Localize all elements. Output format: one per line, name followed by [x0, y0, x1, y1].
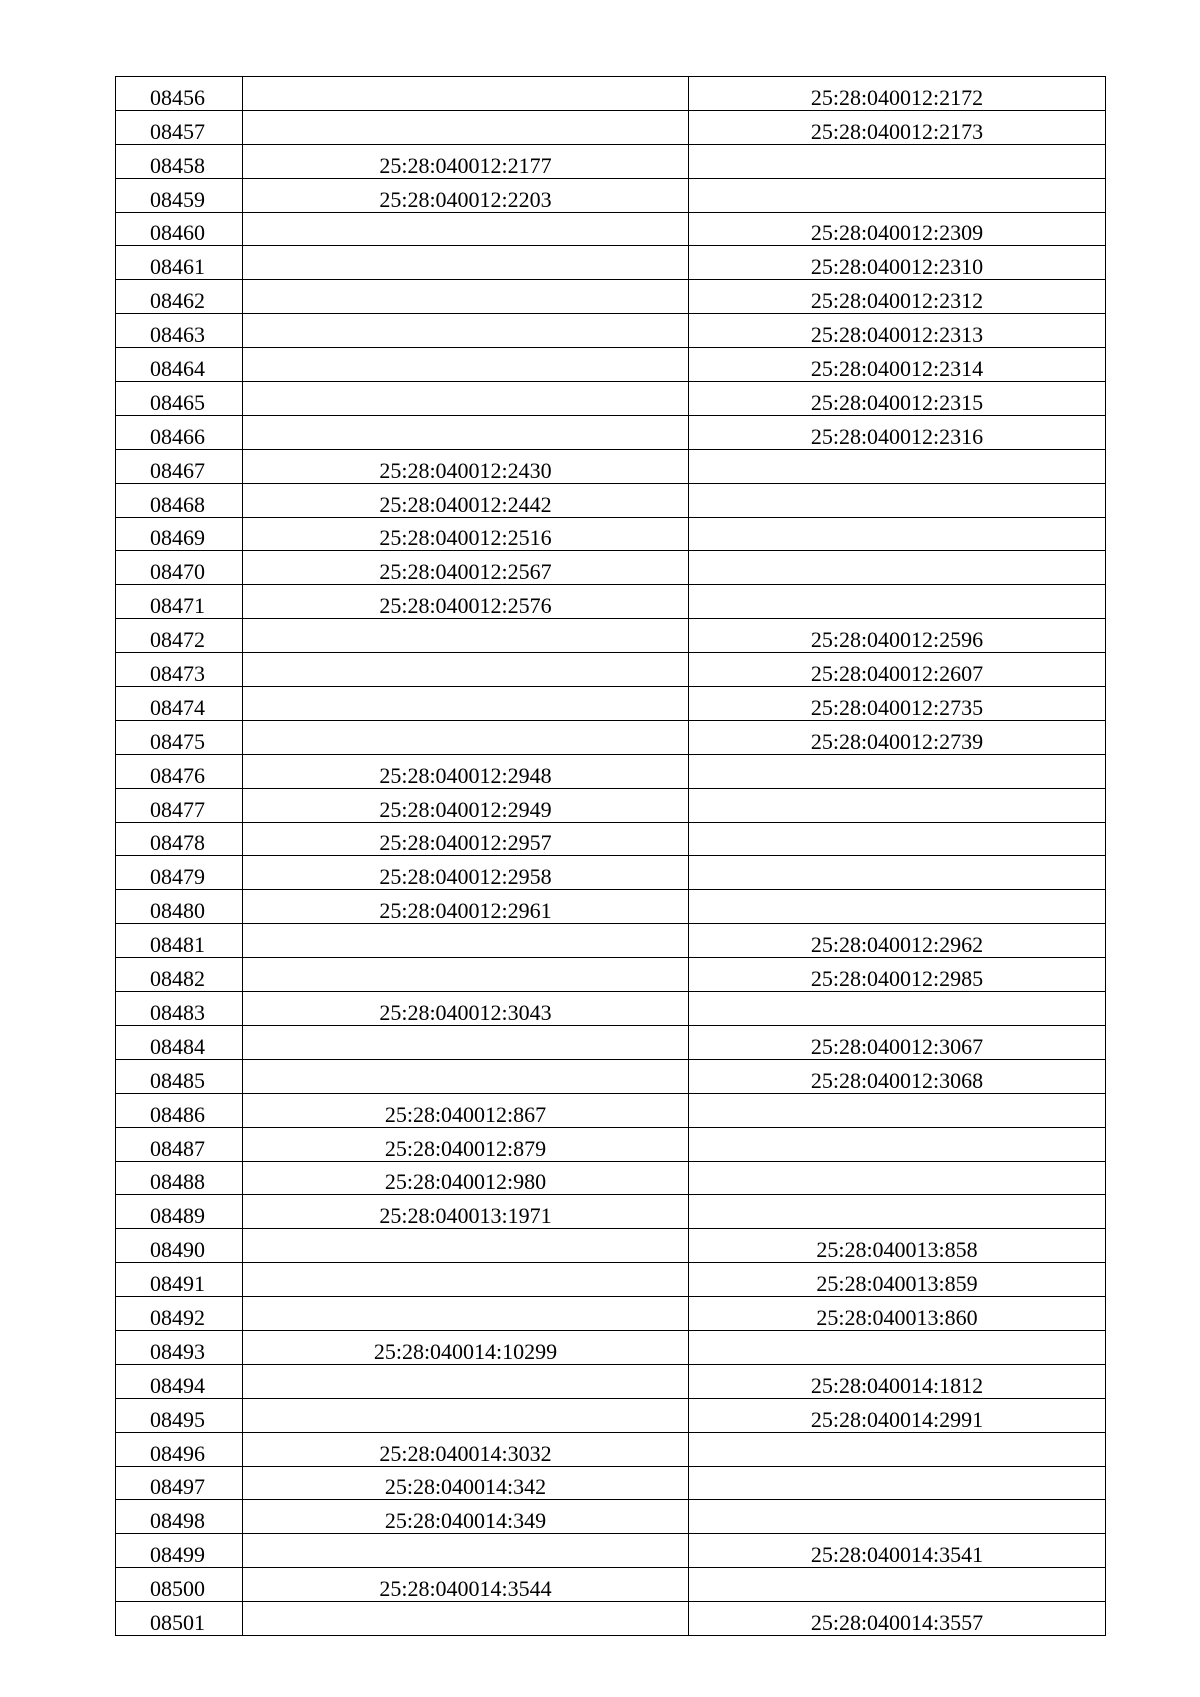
table-row — [116, 212, 1106, 246]
cadastral-number-cell-col1 — [243, 1093, 689, 1127]
cadastral-number-cell-col1 — [243, 246, 689, 280]
cadastral-number-cell-col1 — [243, 1398, 689, 1432]
row-number-cell — [116, 382, 243, 416]
row-number-cell — [116, 687, 243, 721]
cadastral-number-cell-col1 — [243, 212, 689, 246]
cadastral-number-cell-col1-text: 25:28:040012:2948 — [379, 762, 552, 788]
table-row — [116, 483, 1106, 517]
cadastral-number-cell-col1-text: 25:28:040012:867 — [384, 1101, 547, 1127]
cadastral-number-cell-col2 — [689, 992, 1106, 1026]
row-number-cell — [116, 415, 243, 449]
table-row — [116, 720, 1106, 754]
row-number-cell-text: 08485 — [150, 1067, 205, 1093]
row-number-cell — [116, 653, 243, 687]
row-number-cell-text: 08490 — [150, 1237, 205, 1263]
cadastral-number-cell-col2 — [689, 212, 1106, 246]
cadastral-number-cell-col1 — [243, 483, 689, 517]
cadastral-number-cell-col2-text: 25:28:040012:2310 — [810, 254, 984, 280]
cadastral-number-cell-col1 — [243, 551, 689, 585]
row-number-cell-text: 08468 — [150, 491, 205, 517]
row-number-cell-text: 08491 — [150, 1271, 205, 1297]
cadastral-number-cell-col2-text: 25:28:040014:3541 — [810, 1542, 984, 1568]
row-number-cell — [116, 212, 243, 246]
row-number-cell — [116, 720, 243, 754]
cadastral-number-cell-col1 — [243, 449, 689, 483]
table-row — [116, 449, 1106, 483]
cadastral-number-cell-col1 — [243, 415, 689, 449]
row-number-cell — [116, 1500, 243, 1534]
cadastral-number-cell-col1-text: 25:28:040012:3043 — [379, 999, 552, 1025]
cadastral-number-cell-col2 — [689, 1398, 1106, 1432]
table-row — [116, 1161, 1106, 1195]
cadastral-number-cell-col2 — [689, 1263, 1106, 1297]
cadastral-number-cell-col1 — [243, 992, 689, 1026]
row-number-cell-text: 08497 — [150, 1474, 205, 1500]
row-number-cell-text: 08481 — [150, 932, 205, 958]
row-number-cell-text: 08466 — [150, 423, 205, 449]
row-number-cell — [116, 483, 243, 517]
cadastral-number-cell-col2-text: 25:28:040012:2962 — [810, 932, 984, 958]
row-number-cell — [116, 1602, 243, 1636]
row-number-cell — [116, 822, 243, 856]
row-number-cell — [116, 754, 243, 788]
table-row — [116, 1466, 1106, 1500]
cadastral-number-cell-col2-text: 25:28:040013:860 — [816, 1304, 978, 1330]
table-row — [116, 1025, 1106, 1059]
cadastral-number-cell-col2 — [689, 856, 1106, 890]
table-row — [116, 1432, 1106, 1466]
row-number-cell — [116, 517, 243, 551]
row-number-cell-text: 08489 — [150, 1203, 205, 1229]
cadastral-number-cell-col2 — [689, 1297, 1106, 1331]
row-number-cell — [116, 958, 243, 992]
row-number-cell-text: 08488 — [150, 1169, 205, 1195]
cadastral-number-cell-col1 — [243, 1263, 689, 1297]
cadastral-number-cell-col1 — [243, 822, 689, 856]
cadastral-number-cell-col1-text: 25:28:040012:2203 — [379, 186, 552, 212]
cadastral-number-cell-col1 — [243, 1330, 689, 1364]
table-row — [116, 958, 1106, 992]
cadastral-number-cell-col1-text: 25:28:040012:2576 — [379, 593, 552, 619]
cadastral-number-cell-col1 — [243, 178, 689, 212]
row-number-cell-text: 08499 — [150, 1542, 205, 1568]
table-row — [116, 1330, 1106, 1364]
cadastral-number-cell-col1-text: 25:28:040014:3032 — [379, 1440, 552, 1466]
row-number-cell-text: 08496 — [150, 1440, 205, 1466]
table-row — [116, 551, 1106, 585]
row-number-cell-text: 08476 — [150, 762, 205, 788]
row-number-cell-text: 08465 — [150, 389, 205, 415]
row-number-cell-text: 08483 — [150, 999, 205, 1025]
cadastral-number-cell-col1 — [243, 1297, 689, 1331]
table-row — [116, 415, 1106, 449]
table-row — [116, 348, 1106, 382]
table-row — [116, 890, 1106, 924]
row-number-cell — [116, 1161, 243, 1195]
table-row — [116, 110, 1106, 144]
cadastral-number-cell-col1 — [243, 856, 689, 890]
table-row — [116, 1297, 1106, 1331]
cadastral-number-cell-col1 — [243, 585, 689, 619]
cadastral-number-cell-col2 — [689, 415, 1106, 449]
row-number-cell-text: 08459 — [150, 186, 205, 212]
cadastral-number-cell-col1-text: 25:28:040012:2949 — [379, 796, 552, 822]
cadastral-number-cell-col1 — [243, 1500, 689, 1534]
cadastral-number-cell-col1 — [243, 1025, 689, 1059]
row-number-cell-text: 08493 — [150, 1338, 205, 1364]
row-number-cell — [116, 619, 243, 653]
row-number-cell — [116, 1127, 243, 1161]
row-number-cell-text: 08460 — [150, 220, 205, 246]
cadastral-number-cell-col1-text: 25:28:040012:2430 — [379, 457, 552, 483]
cadastral-number-cell-col2 — [689, 348, 1106, 382]
row-number-cell-text: 08457 — [150, 118, 205, 144]
cadastral-number-cell-col2 — [689, 246, 1106, 280]
row-number-cell — [116, 348, 243, 382]
cadastral-number-cell-col2-text: 25:28:040012:2735 — [810, 694, 984, 720]
cadastral-number-cell-col2 — [689, 1093, 1106, 1127]
cadastral-number-cell-col1 — [243, 687, 689, 721]
row-number-cell-text: 08486 — [150, 1101, 205, 1127]
cadastral-number-cell-col2 — [689, 449, 1106, 483]
row-number-cell — [116, 280, 243, 314]
row-number-cell — [116, 890, 243, 924]
cadastral-number-cell-col1 — [243, 1364, 689, 1398]
cadastral-number-cell-col2 — [689, 890, 1106, 924]
cadastral-number-cell-col2-text: 25:28:040012:2596 — [810, 627, 984, 653]
cadastral-number-cell-col2-text: 25:28:040013:859 — [816, 1271, 978, 1297]
cadastral-number-cell-col1-text: 25:28:040012:2567 — [379, 559, 552, 585]
cadastral-number-cell-col2 — [689, 720, 1106, 754]
table-row — [116, 1059, 1106, 1093]
row-number-cell — [116, 1059, 243, 1093]
cadastral-number-cell-col1 — [243, 280, 689, 314]
table-row — [116, 856, 1106, 890]
cadastral-number-cell-col1 — [243, 1602, 689, 1636]
row-number-cell-text: 08474 — [150, 694, 205, 720]
table-row — [116, 1263, 1106, 1297]
cadastral-number-cell-col2 — [689, 1568, 1106, 1602]
row-number-cell — [116, 1466, 243, 1500]
cadastral-number-cell-col2 — [689, 1127, 1106, 1161]
cadastral-number-cell-col2 — [689, 619, 1106, 653]
cadastral-number-cell-col1 — [243, 754, 689, 788]
cadastral-number-cell-col1 — [243, 924, 689, 958]
cadastral-number-cell-col2-text: 25:28:040012:2314 — [810, 356, 984, 382]
cadastral-number-cell-col2 — [689, 382, 1106, 416]
cadastral-number-cell-col2 — [689, 1025, 1106, 1059]
cadastral-number-cell-col1 — [243, 1195, 689, 1229]
row-number-cell-text: 08472 — [150, 627, 205, 653]
cadastral-number-cell-col1 — [243, 619, 689, 653]
row-number-cell-text: 08498 — [150, 1508, 205, 1534]
cadastral-number-cell-col1 — [243, 382, 689, 416]
row-number-cell — [116, 924, 243, 958]
cadastral-number-cell-col1 — [243, 314, 689, 348]
cadastral-number-cell-col2 — [689, 822, 1106, 856]
row-number-cell — [116, 992, 243, 1026]
cadastral-number-cell-col2-text: 25:28:040012:2985 — [810, 966, 984, 992]
row-number-cell — [116, 314, 243, 348]
row-number-cell — [116, 1025, 243, 1059]
row-number-cell — [116, 1093, 243, 1127]
cadastral-number-cell-col2 — [689, 314, 1106, 348]
cadastral-number-cell-col1 — [243, 720, 689, 754]
row-number-cell-text: 08461 — [150, 254, 205, 280]
row-number-cell-text: 08471 — [150, 593, 205, 619]
cadastral-number-cell-col1 — [243, 1127, 689, 1161]
cadastral-number-cell-col2 — [689, 1364, 1106, 1398]
row-number-cell-text: 08477 — [150, 796, 205, 822]
table-row — [116, 144, 1106, 178]
row-number-cell — [116, 110, 243, 144]
row-number-cell-text: 08479 — [150, 864, 205, 890]
cadastral-number-cell-col1 — [243, 653, 689, 687]
table-row — [116, 788, 1106, 822]
row-number-cell-text: 08463 — [150, 322, 205, 348]
cadastral-number-cell-col2 — [689, 958, 1106, 992]
row-number-cell-text: 08462 — [150, 288, 205, 314]
cadastral-number-cell-col1 — [243, 890, 689, 924]
row-number-cell-text: 08456 — [150, 84, 205, 110]
cadastral-number-table — [115, 76, 1106, 1636]
cadastral-number-cell-col2 — [689, 178, 1106, 212]
row-number-cell — [116, 1534, 243, 1568]
cadastral-number-cell-col2-text: 25:28:040012:2173 — [810, 118, 984, 144]
cadastral-number-cell-col2 — [689, 1602, 1106, 1636]
row-number-cell — [116, 1432, 243, 1466]
cadastral-number-cell-col2-text: 25:28:040013:858 — [816, 1237, 978, 1263]
cadastral-number-cell-col1-text: 25:28:040012:2442 — [379, 491, 552, 517]
cadastral-number-cell-col1 — [243, 1229, 689, 1263]
table-row — [116, 1534, 1106, 1568]
cadastral-number-cell-col1-text: 25:28:040014:3544 — [379, 1576, 552, 1602]
row-number-cell-text: 08478 — [150, 830, 205, 856]
row-number-cell-text: 08484 — [150, 1033, 205, 1059]
cadastral-number-cell-col2-text: 25:28:040012:2607 — [810, 661, 984, 687]
cadastral-number-cell-col1-text: 25:28:040013:1971 — [379, 1203, 552, 1229]
table-body — [116, 77, 1106, 1636]
cadastral-number-cell-col1 — [243, 1534, 689, 1568]
cadastral-number-cell-col1-text: 25:28:040012:879 — [384, 1135, 547, 1161]
row-number-cell — [116, 449, 243, 483]
cadastral-number-cell-col2-text: 25:28:040012:2309 — [810, 220, 984, 246]
table-row — [116, 754, 1106, 788]
row-number-cell — [116, 1568, 243, 1602]
table-row — [116, 1602, 1106, 1636]
row-number-cell — [116, 178, 243, 212]
cadastral-number-cell-col1 — [243, 77, 689, 111]
cadastral-number-cell-col2 — [689, 77, 1106, 111]
cadastral-number-cell-col1 — [243, 1059, 689, 1093]
row-number-cell — [116, 551, 243, 585]
cadastral-number-cell-col2 — [689, 1330, 1106, 1364]
cadastral-number-cell-col2-text: 25:28:040014:1812 — [810, 1372, 984, 1398]
cadastral-number-cell-col1 — [243, 1161, 689, 1195]
cadastral-number-cell-col2 — [689, 1466, 1106, 1500]
row-number-cell-text: 08469 — [150, 525, 205, 551]
row-number-cell-text: 08501 — [150, 1609, 205, 1635]
cadastral-number-cell-col2 — [689, 483, 1106, 517]
cadastral-number-cell-col2 — [689, 1432, 1106, 1466]
cadastral-number-cell-col2 — [689, 653, 1106, 687]
cadastral-number-cell-col1 — [243, 1432, 689, 1466]
cadastral-number-cell-col1 — [243, 348, 689, 382]
row-number-cell — [116, 77, 243, 111]
row-number-cell — [116, 1398, 243, 1432]
cadastral-number-cell-col2 — [689, 1059, 1106, 1093]
cadastral-number-cell-col2 — [689, 110, 1106, 144]
row-number-cell — [116, 144, 243, 178]
cadastral-number-cell-col2 — [689, 1195, 1106, 1229]
row-number-cell — [116, 1330, 243, 1364]
cadastral-number-cell-col2-text: 25:28:040014:3557 — [810, 1609, 984, 1635]
table-row — [116, 178, 1106, 212]
row-number-cell-text: 08475 — [150, 728, 205, 754]
cadastral-number-cell-col2 — [689, 144, 1106, 178]
table-row — [116, 246, 1106, 280]
row-number-cell — [116, 1297, 243, 1331]
cadastral-number-cell-col1-text: 25:28:040012:980 — [384, 1169, 547, 1195]
cadastral-number-cell-col1 — [243, 517, 689, 551]
cadastral-number-cell-col2 — [689, 788, 1106, 822]
cadastral-number-cell-col1-text: 25:28:040012:2516 — [379, 525, 552, 551]
cadastral-number-cell-col2-text: 25:28:040012:2316 — [810, 423, 984, 449]
row-number-cell-text: 08482 — [150, 966, 205, 992]
cadastral-number-cell-col2 — [689, 551, 1106, 585]
table-row — [116, 822, 1106, 856]
table-row — [116, 585, 1106, 619]
table-row — [116, 382, 1106, 416]
row-number-cell — [116, 246, 243, 280]
row-number-cell-text: 08467 — [150, 457, 205, 483]
table-row — [116, 77, 1106, 111]
table-row — [116, 653, 1106, 687]
cadastral-number-cell-col1-text: 25:28:040012:2177 — [379, 152, 552, 178]
row-number-cell — [116, 585, 243, 619]
table-row — [116, 1093, 1106, 1127]
table-row — [116, 924, 1106, 958]
cadastral-number-cell-col2 — [689, 1534, 1106, 1568]
cadastral-number-cell-col2 — [689, 280, 1106, 314]
table-row — [116, 1568, 1106, 1602]
table-row — [116, 1398, 1106, 1432]
cadastral-number-cell-col2-text: 25:28:040012:3068 — [810, 1067, 984, 1093]
row-number-cell — [116, 1263, 243, 1297]
table-row — [116, 280, 1106, 314]
cadastral-number-cell-col2-text: 25:28:040014:2991 — [810, 1406, 984, 1432]
cadastral-number-cell-col2 — [689, 517, 1106, 551]
cadastral-number-cell-col2 — [689, 1161, 1106, 1195]
cadastral-number-cell-col1 — [243, 958, 689, 992]
cadastral-number-cell-col1-text: 25:28:040012:2961 — [379, 898, 552, 924]
cadastral-number-cell-col1-text: 25:28:040014:342 — [384, 1474, 547, 1500]
cadastral-number-cell-col1-text: 25:28:040014:349 — [384, 1508, 547, 1534]
table-row — [116, 992, 1106, 1026]
cadastral-number-cell-col2 — [689, 924, 1106, 958]
cadastral-number-cell-col1-text: 25:28:040012:2958 — [379, 864, 552, 890]
cadastral-number-cell-col1 — [243, 788, 689, 822]
cadastral-number-cell-col2 — [689, 687, 1106, 721]
row-number-cell-text: 08464 — [150, 356, 205, 382]
row-number-cell-text: 08458 — [150, 152, 205, 178]
row-number-cell-text: 08495 — [150, 1406, 205, 1432]
row-number-cell-text: 08492 — [150, 1304, 205, 1330]
table-row — [116, 1500, 1106, 1534]
table-row — [116, 687, 1106, 721]
row-number-cell-text: 08500 — [150, 1576, 205, 1602]
row-number-cell-text: 08487 — [150, 1135, 205, 1161]
cadastral-number-cell-col2-text: 25:28:040012:2315 — [810, 389, 984, 415]
cadastral-number-cell-col1 — [243, 144, 689, 178]
cadastral-number-cell-col1-text: 25:28:040014:10299 — [373, 1338, 558, 1364]
row-number-cell-text: 08494 — [150, 1372, 205, 1398]
table-row — [116, 1195, 1106, 1229]
row-number-cell — [116, 788, 243, 822]
row-number-cell — [116, 1229, 243, 1263]
cadastral-number-cell-col2 — [689, 585, 1106, 619]
cadastral-number-cell-col2 — [689, 1500, 1106, 1534]
table-row — [116, 1364, 1106, 1398]
row-number-cell-text: 08470 — [150, 559, 205, 585]
row-number-cell — [116, 1195, 243, 1229]
cadastral-number-cell-col1 — [243, 1568, 689, 1602]
table-row — [116, 314, 1106, 348]
cadastral-number-cell-col2-text: 25:28:040012:3067 — [810, 1033, 984, 1059]
cadastral-number-cell-col2-text: 25:28:040012:2313 — [810, 322, 984, 348]
cadastral-number-cell-col1 — [243, 1466, 689, 1500]
cadastral-number-cell-col2 — [689, 1229, 1106, 1263]
table-row — [116, 517, 1106, 551]
cadastral-number-cell-col2-text: 25:28:040012:2312 — [810, 288, 984, 314]
cadastral-number-cell-col1 — [243, 110, 689, 144]
row-number-cell-text: 08473 — [150, 661, 205, 687]
row-number-cell — [116, 856, 243, 890]
cadastral-number-cell-col1-text: 25:28:040012:2957 — [379, 830, 552, 856]
cadastral-number-cell-col2 — [689, 754, 1106, 788]
row-number-cell — [116, 1364, 243, 1398]
cadastral-number-cell-col2-text: 25:28:040012:2172 — [810, 84, 984, 110]
table-row — [116, 619, 1106, 653]
cadastral-number-cell-col2-text: 25:28:040012:2739 — [810, 728, 984, 754]
table-row — [116, 1127, 1106, 1161]
row-number-cell-text: 08480 — [150, 898, 205, 924]
table-row — [116, 1229, 1106, 1263]
